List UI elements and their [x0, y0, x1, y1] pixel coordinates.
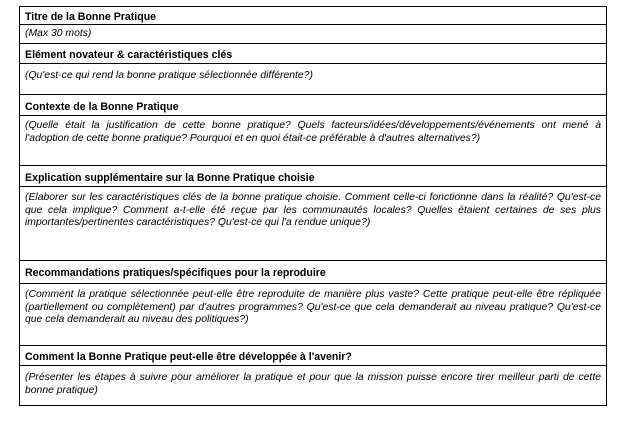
section-title-future-development: Comment la Bonne Pratique peut-elle être développée à l'avenir?: [20, 346, 607, 366]
section-title-row: [20, 95, 607, 116]
section-hint-future-development[interactable]: (Présenter les étapes à suivre pour améliorer la pratique et pour que la mission puisse encore tirer meilleur parti de cette bonne pratique): [20, 366, 607, 406]
section-hint-row: [20, 284, 607, 346]
section-hint-further-explanation[interactable]: (Elaborer sur les caractéristiques clés de la bonne pratique choisie. Comment celle-ci fonctionne dans la réalité? Qu'est-ce que cela implique? Comment a-t-elle été reçue par les communautés locales? Quelles étaient certaines de ses plus importantes/pertinentes caractéristiques? Qu'est-ce qui l'a rendue unique?): [20, 187, 607, 261]
section-hint-row: [20, 366, 607, 406]
section-hint-row: [20, 25, 607, 44]
section-title-row: [20, 261, 607, 284]
section-hint-recommendations[interactable]: (Comment la pratique sélectionnée peut-elle être reproduite de manière plus vaste? Cette pratique peut-elle être répliquée (partiellement ou complètement) par d'autres programmes? Qu'est-ce que cela demanderait au niveau pratique? Qu'est-ce que cela demanderait au niveau des politiques?): [20, 284, 607, 346]
good-practice-form-table: [19, 6, 607, 406]
section-hint-row: [20, 116, 607, 166]
section-title-innovative-element: Elément novateur & caractéristiques clés: [20, 44, 607, 64]
section-title-row: [20, 44, 607, 64]
section-title-context: Contexte de la Bonne Pratique: [20, 95, 607, 116]
section-hint-innovative-element[interactable]: (Qu'est-ce qui rend la bonne pratique sélectionnée différente?): [20, 64, 607, 95]
section-title-row: [20, 166, 607, 187]
section-title-further-explanation: Explication supplémentaire sur la Bonne Pratique choisie: [20, 166, 607, 187]
section-title-row: [20, 7, 607, 25]
section-hint-context[interactable]: (Quelle était la justification de cette bonne pratique? Quels facteurs/idées/développements/événements ont mené à l'adoption de cette bonne pratique? Pourquoi et en quoi était-ce préférable à d'autres alternatives?): [20, 116, 607, 166]
section-hint-row: [20, 187, 607, 261]
section-title-row: [20, 346, 607, 366]
section-hint-row: [20, 64, 607, 95]
section-hint-practice-title[interactable]: (Max 30 mots): [20, 25, 607, 44]
section-title-recommendations: Recommandations pratiques/spécifiques pour la reproduire: [20, 261, 607, 284]
section-title-practice-title: Titre de la Bonne Pratique: [20, 7, 607, 25]
